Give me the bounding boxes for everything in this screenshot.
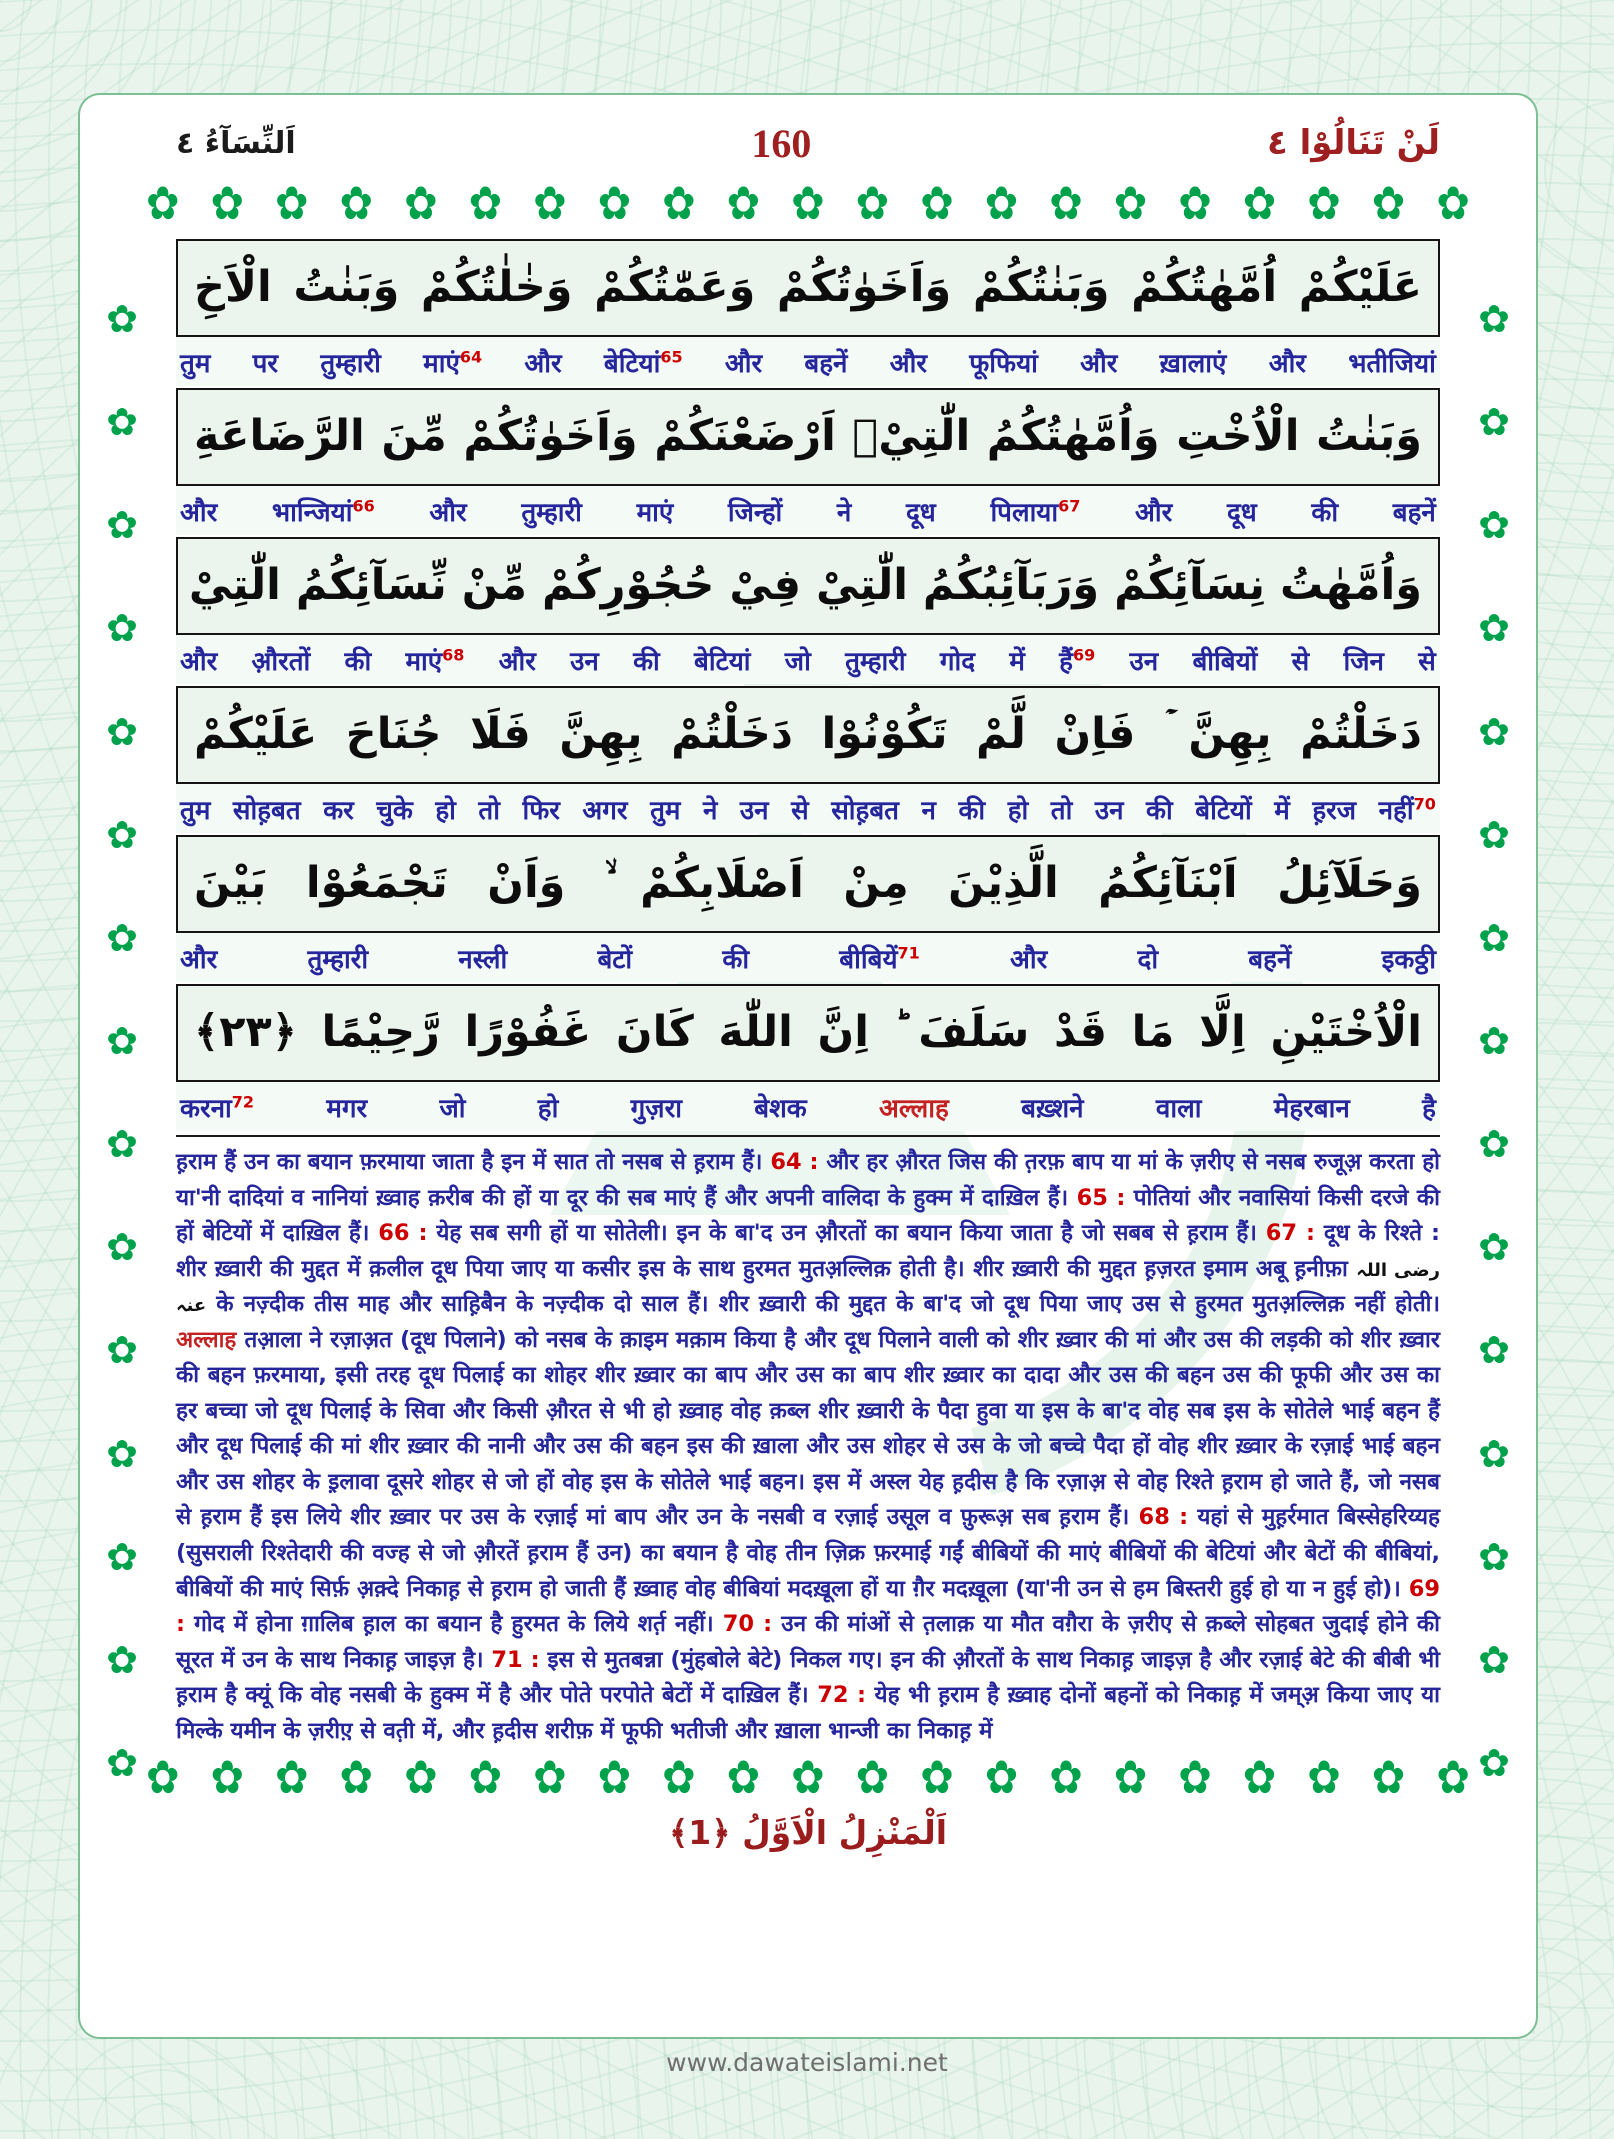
translation-word: जिन [1343, 647, 1384, 677]
translation-word: जिन्हों [727, 498, 783, 528]
translation-word: तुम्हारी [320, 349, 381, 379]
paisley-ornament-icon: ✿ [1478, 812, 1510, 857]
translation-word: और [1080, 349, 1118, 379]
paisley-ornament-icon: ✿ [106, 812, 138, 857]
translation-word: तुम [180, 796, 211, 826]
paisley-ornament-icon: ✿ [106, 606, 138, 651]
paisley-ornament-icon: ✿ [855, 1751, 890, 1805]
footnote-ref: 66 [352, 496, 375, 516]
paisley-ornament-icon: ✿ [1478, 915, 1510, 960]
translation-word: और [524, 349, 562, 379]
translation-word: करना$^{72}$ [180, 1092, 255, 1124]
paisley-ornament-icon: ✿ [984, 1751, 1019, 1805]
footnote-number: 66 : [378, 1220, 437, 1247]
translation-word: मेहरबान [1273, 1094, 1350, 1124]
paisley-ornament-icon: ✿ [597, 1751, 632, 1805]
translation-word: माएं$^{68}$ [405, 645, 465, 677]
footnote-text: पोतियां और नवासियां किसी दरजे की हों बेटियों में दाख़िल हैं। [176, 1184, 1440, 1247]
paisley-ornament-icon: ✿ [275, 177, 309, 231]
translation-word: बेटियां [694, 647, 751, 677]
paisley-ornament-icon: ✿ [106, 1637, 138, 1682]
juz-name: لَنْ تَنَالُوْا ٤ [1267, 123, 1440, 163]
paisley-ornament-icon: ✿ [1436, 1751, 1470, 1805]
translation-word: मगर [326, 1094, 368, 1124]
translation-word: न [921, 796, 936, 826]
translation-word: जो [784, 647, 811, 677]
translation-word: बीबियें$^{71}$ [839, 943, 920, 975]
paisley-ornament-icon: ✿ [1478, 400, 1510, 445]
hindi-translation-row [176, 1082, 1440, 1131]
translation-word: भतीजियां [1348, 349, 1436, 379]
footnote-number: 72 : [817, 1682, 875, 1709]
footnote-text: رضی اللہ عنہ [176, 1259, 1440, 1317]
translation-word: और [1135, 498, 1173, 528]
translation-word: और [180, 945, 218, 975]
paisley-ornament-icon: ✿ [210, 177, 245, 231]
paisley-ornament-icon: ✿ [1178, 1751, 1212, 1805]
footnote-text: शीर ख़्वारी की मुद्दत में क़लील दूध पिया जाए या कसीर इस के साथ हुरमत मुतअ़ल्लिक़ होती है। शीर ख़्वारी की मुद्दत ह़ज़रत इमाम अबू ह़नीफ़ा [176, 1255, 1357, 1282]
footnote-ref: 70 [1413, 794, 1436, 814]
translation-word: उन [739, 796, 769, 826]
footnote-ref: 67 [1058, 496, 1081, 516]
paisley-ornament-icon: ✿ [1478, 1122, 1510, 1167]
translation-word: अल्लाह [879, 1094, 949, 1124]
paisley-ornament-icon: ✿ [106, 1431, 138, 1476]
paisley-ornament-icon: ✿ [1478, 1225, 1510, 1270]
footnote-number: 67 : [1265, 1220, 1324, 1247]
translation-word: हो [537, 1094, 559, 1124]
translation-word: की [633, 647, 660, 677]
translation-word: इकठ्ठी [1381, 945, 1436, 975]
paisley-ornament-icon: ✿ [1307, 1751, 1341, 1805]
translation-word: औ़रतों [251, 647, 311, 677]
ornament-border-bottom [146, 1749, 1470, 1807]
paisley-ornament-icon: ✿ [1307, 177, 1341, 231]
translation-word: तुम्हारी [521, 498, 582, 528]
paisley-ornament-icon: ✿ [1478, 297, 1510, 341]
translation-word: ह़रज [1312, 796, 1357, 826]
arabic-verse-line [176, 537, 1440, 635]
paisley-ornament-icon: ✿ [984, 177, 1019, 231]
footnote-text: इस से मुतबन्ना (मुंहबोले बेटे) निकल गए। इन की औ़रतों के साथ निकाह़ जाइज़ है और रज़ाई बेटे की बीबी भी ह़राम है क्यूं कि वोह नसबी के हुक्म में है और पोते परपोते बेटों में दाख़िल हैं। [176, 1646, 1440, 1709]
translation-word: वाला [1155, 1094, 1202, 1124]
paisley-ornament-icon: ✿ [1242, 1751, 1277, 1805]
paisley-ornament-icon: ✿ [106, 915, 138, 960]
translation-word: की [722, 945, 750, 975]
footnote-text: और हर औ़रत जिस की त़रफ़ बाप या मां के ज़रीए से नसब रुजूअ़ करता हो या'नी दादियां व नानियां ख़्वाह क़रीब की हों या दूर की सब माएं हैं और अपनी वालिदा के हुक्म में दाख़िल हैं। [176, 1149, 1440, 1211]
arabic-verse-line [176, 835, 1440, 933]
footnote-number: 68 : [1138, 1504, 1198, 1531]
translation-word: उन [570, 647, 599, 677]
paisley-ornament-icon: ✿ [106, 1122, 138, 1167]
paisley-ornament-icon: ✿ [146, 1751, 180, 1805]
translation-word: सोह़बत [831, 796, 899, 826]
paisley-ornament-icon: ✿ [106, 1328, 138, 1373]
hindi-translation-row [176, 933, 1440, 982]
footnote-text: दूध के रिश्ते : [1323, 1220, 1440, 1247]
translation-word: हो [1007, 796, 1029, 826]
translation-word: पिलाया$^{67}$ [990, 496, 1081, 528]
footnote-text: उन की मांओं से त़लाक़ या मौत वग़ैरा के ज़रीए से क़ब्ले सोहबत जुदाई होने की सूरत में उन के साथ निकाह़ जाइज़ है। [176, 1611, 1440, 1673]
translation-word: नहीं$^{70}$ [1378, 794, 1436, 826]
paisley-ornament-icon: ✿ [1478, 1740, 1510, 1785]
translation-word: बेटियों [1195, 796, 1252, 826]
translation-word: ने [836, 498, 852, 528]
translation-word: ने [702, 796, 718, 826]
paisley-ornament-icon: ✿ [210, 1751, 245, 1805]
paisley-ornament-icon: ✿ [855, 177, 890, 231]
paisley-ornament-icon: ✿ [1242, 177, 1277, 231]
paisley-ornament-icon: ✿ [106, 1740, 138, 1785]
translation-word: की [1311, 498, 1339, 528]
translation-word: की [958, 796, 986, 826]
translation-word: माएं [636, 498, 674, 528]
translation-word: पर [252, 349, 279, 379]
translation-word: तुम्हारी [845, 647, 906, 677]
paisley-ornament-icon: ✿ [1436, 177, 1470, 231]
paisley-ornament-icon: ✿ [1113, 1751, 1148, 1805]
translation-word: ख़ालाएं [1159, 349, 1227, 379]
translation-word: बीबियों [1192, 647, 1258, 677]
translation-word: दूध [1226, 498, 1257, 528]
footnote-text: अल्लाह [176, 1326, 237, 1353]
translation-word: बहनें [1392, 498, 1436, 528]
translation-word: भान्जियां$^{66}$ [271, 496, 375, 528]
paisley-ornament-icon: ✿ [106, 400, 138, 445]
translation-word: तो [1050, 796, 1073, 826]
paisley-ornament-icon: ✿ [404, 1751, 438, 1805]
paisley-ornament-icon: ✿ [106, 1018, 138, 1063]
translation-word: तुम [650, 796, 681, 826]
paisley-ornament-icon: ✿ [1478, 606, 1510, 651]
translation-word: उन [1094, 796, 1124, 826]
translation-word: हैं$^{69}$ [1059, 645, 1096, 677]
footnote-number: 70 : [722, 1611, 782, 1638]
footnote-text: तआ़ला ने रज़ाअ़त (दूध पिलाने) को नसब के क़ाइम मक़ाम किया है और दूध पिलाने वाली को शीर ख़्वार की मां और उस की लड़की को शीर ख़्वार की बहन फ़रमाया, इसी तरह दूध पिलाई का शोहर शीर ख़्वार का बाप और उस का बाप शीर ख़्वार का दादा और उस की बहन उस की फूफी और उस का हर बच्चा जो दूध पिलाई के सिवा और किसी औ़रत से भी हो ख़्वाह वोह क़ब्ल शीर ख़्वारी के पैदा हुवा या इस के बा'द वोह सब इस के सोतेले भाई बहन हैं और दूध पिलाई की मां शीर ख़्वार की नानी और उस की बहन इस की ख़ाला और उस शोहर से उस के जो बच्चे पैदा हों वोह शीर ख़्वार के रज़ाई भाई बहन और उस शोहर के इ़लावा दूसरे शोहर से जो हों वोह इस के सोतेले भाई बहन। इस में अस्ल येह ह़दीस है कि रज़ाअ़ से वोह रिश्ते ह़राम हो जाते हैं, जो नसब से ह़राम हैं इस लिये शीर ख़्वार पर उस के रज़ाई मां बाप और उन के नसबी व रज़ाई उसूल व फ़ुरूअ़ सब ह़राम हैं। [176, 1326, 1440, 1531]
paisley-ornament-icon: ✿ [662, 177, 696, 231]
hindi-translation-row [176, 784, 1440, 833]
paisley-ornament-icon: ✿ [1478, 1637, 1510, 1682]
translation-word: कर [323, 796, 354, 826]
translation-word: और [1268, 349, 1306, 379]
paisley-ornament-icon: ✿ [106, 297, 138, 341]
footnote-text: के नज़्दीक तीस माह और साह़िबैन के नज़्दीक दो साल हैं। शीर ख़्वारी की मुद्दत के बा'द जो दूध पिया जाए उस से हुरमत मुतअ़ल्लिक़ नहीं होती। [206, 1291, 1440, 1318]
translation-word: से [1291, 647, 1310, 677]
translation-word: और [1010, 945, 1048, 975]
arabic-verse-line [176, 984, 1440, 1082]
translation-word: और [180, 647, 218, 677]
footnote-ref: 64 [459, 347, 483, 367]
arabic-text: وَاُمَّهٰتُ نِسَآئِكُمْ وَرَبَآئِبُكُمُ الّٰتِيْ فِيْ حُجُوْرِكُمْ مِّنْ نِّسَآئِكُمُ الّٰتِيْ [188, 560, 1422, 611]
arabic-verse-line [176, 239, 1440, 337]
paisley-ornament-icon: ✿ [339, 1751, 374, 1805]
paisley-ornament-icon: ✿ [791, 1751, 825, 1805]
quran-page [78, 93, 1538, 2039]
footnote-number: 64 : [770, 1149, 827, 1175]
translation-word: है [1422, 1094, 1436, 1124]
footnote-ref: 65 [660, 347, 683, 367]
translation-word: बेटों [597, 945, 633, 975]
paisley-ornament-icon: ✿ [1049, 177, 1083, 231]
paisley-ornament-icon: ✿ [468, 1751, 503, 1805]
translation-word: तुम्हारी [307, 945, 369, 975]
footnote-ref: 72 [231, 1092, 255, 1112]
translation-word: और [724, 349, 763, 379]
paisley-ornament-icon: ✿ [106, 709, 138, 754]
footnote-text: गोद में होना ग़ालिब ह़ाल का बयान है हुरमत के लिये शर्त़ नहीं। [194, 1611, 723, 1638]
paisley-ornament-icon: ✿ [275, 1751, 309, 1805]
translation-word: बहनें [1248, 945, 1292, 975]
paisley-ornament-icon: ✿ [1478, 709, 1510, 754]
translation-word: बख़्शने [1021, 1094, 1084, 1124]
paisley-ornament-icon: ✿ [1478, 1018, 1510, 1063]
arabic-text: وَحَلَآئِلُ اَبْنَآئِكُمُ الَّذِيْنَ مِنْ اَصْلَابِكُمْ ۙ وَاَنْ تَجْمَعُوْا بَيْنَ [194, 858, 1422, 909]
translation-word: जो [439, 1094, 466, 1124]
verse-lines [176, 239, 1440, 1131]
translation-word: और [180, 498, 218, 528]
translation-word: में [1009, 647, 1025, 677]
translation-word: गोद [939, 647, 976, 677]
ornament-border-right [1468, 297, 1520, 1785]
paisley-ornament-icon: ✿ [146, 177, 180, 231]
footnotes [176, 1135, 1440, 1749]
footnote-number: 71 : [491, 1646, 548, 1673]
hindi-translation-row [176, 635, 1440, 684]
translation-word: दूध [905, 498, 936, 528]
paisley-ornament-icon: ✿ [791, 177, 825, 231]
translation-word: सोह़बत [232, 796, 301, 826]
translation-word: में [1274, 796, 1290, 826]
paisley-ornament-icon: ✿ [106, 503, 138, 548]
translation-word: फूफियां [969, 349, 1038, 379]
footnote-ref: 68 [442, 645, 465, 665]
footnote-text: येह भी ह़राम है ख़्वाह दोनों बहनों को निकाह़ में जम्अ़ किया जाए या मिल्के यमीन के ज़रीए़ से वत़ी में, और ह़दीस शरीफ़ में फूफी भतीजी और ख़ाला भान्जी का निकाह़ में [176, 1682, 1440, 1744]
ornament-border-left [96, 297, 148, 1785]
paisley-ornament-icon: ✿ [1178, 177, 1212, 231]
translation-word: दो [1137, 945, 1159, 975]
hindi-translation-row [176, 486, 1440, 535]
paisley-ornament-icon: ✿ [726, 177, 761, 231]
paisley-ornament-icon: ✿ [597, 177, 632, 231]
page-number: 160 [751, 120, 812, 166]
paisley-ornament-icon: ✿ [404, 177, 438, 231]
paisley-ornament-icon: ✿ [920, 1751, 954, 1805]
paisley-ornament-icon: ✿ [1049, 1751, 1083, 1805]
paisley-ornament-icon: ✿ [726, 1751, 761, 1805]
arabic-verse-line [176, 388, 1440, 486]
paisley-ornament-icon: ✿ [106, 1225, 138, 1270]
translation-word: फिर [522, 796, 560, 826]
footnote-number: 69 : [176, 1575, 1440, 1638]
arabic-verse-line [176, 686, 1440, 784]
translation-word: और [429, 498, 467, 528]
translation-word: चुके [376, 796, 413, 826]
surah-name: اَلنِّسَآءُ ٤ [176, 125, 296, 161]
translation-word: तो [478, 796, 500, 826]
footnote-text: येह सब सगी हों या सोतेली। इन के बा'द उन औ़रतों का बयान किया जाता है जो सबब से ह़राम हैं। [436, 1220, 1266, 1247]
translation-word: गुज़रा [630, 1094, 682, 1124]
translation-word: उन [1129, 647, 1159, 677]
paisley-ornament-icon: ✿ [1478, 1534, 1510, 1579]
paisley-ornament-icon: ✿ [1371, 1751, 1406, 1805]
translation-word: नस्ली [458, 945, 508, 975]
translation-word: से [1418, 647, 1436, 677]
translation-word: माएं$^{64}$ [423, 347, 483, 379]
translation-word: की [1146, 796, 1173, 826]
footnote-ref: 71 [897, 943, 920, 963]
paisley-ornament-icon: ✿ [1478, 1431, 1510, 1476]
paisley-ornament-icon: ✿ [468, 177, 503, 231]
manzil-label: اَلْمَنْزِلُ الْاَوَّلُ ﴿1﴾ [668, 1813, 948, 1853]
arabic-text: وَبَنٰتُ الْاُخْتِ وَاُمَّهٰتُكُمُ الّٰتِيْۤ اَرْضَعْنَكُمْ وَاَخَوٰتُكُمْ مِّنَ الرَّضَاعَةِ [194, 411, 1422, 462]
paisley-ornament-icon: ✿ [533, 1751, 567, 1805]
paisley-ornament-icon: ✿ [339, 177, 374, 231]
footnote-ref: 69 [1072, 645, 1096, 665]
footnote-number: 65 : [1076, 1184, 1134, 1211]
paisley-ornament-icon: ✿ [1478, 1328, 1510, 1373]
translation-word: से [791, 796, 809, 826]
translation-word: हो [435, 796, 456, 826]
paisley-ornament-icon: ✿ [1113, 177, 1148, 231]
website-url: www.dawateislami.net [666, 2048, 948, 2077]
arabic-text: دَخَلْتُمْ بِهِنَّ ۡ فَاِنْ لَّمْ تَكُوْنُوْا دَخَلْتُمْ بِهِنَّ فَلَا جُنَاحَ عَلَيْكُمْ [194, 709, 1422, 760]
paisley-ornament-icon: ✿ [920, 177, 954, 231]
translation-word: अगर [582, 796, 628, 826]
translation-word: बेशक [754, 1094, 807, 1124]
ornament-border-top [146, 175, 1470, 233]
page-header [176, 111, 1440, 175]
paisley-ornament-icon: ✿ [1371, 177, 1406, 231]
verse-section [176, 239, 1440, 1749]
paisley-ornament-icon: ✿ [106, 1534, 138, 1579]
paisley-ornament-icon: ✿ [662, 1751, 696, 1805]
arabic-text: عَلَيْكُمْ اُمَّهٰتُكُمْ وَبَنٰتُكُمْ وَاَخَوٰتُكُمْ وَعَمّٰتُكُمْ وَخٰلٰتُكُمْ وَبَنٰتُ الْاَخِ [194, 262, 1422, 313]
footnote-text: ह़राम हैं उन का बयान फ़रमाया जाता है इन में सात तो नसब से ह़राम हैं। [176, 1149, 771, 1175]
translation-word: तुम [180, 349, 211, 379]
translation-word: और [498, 647, 536, 677]
arabic-text: الْاُخْتَيْنِ اِلَّا مَا قَدْ سَلَفَ ؕ اِنَّ اللّٰهَ كَانَ غَفُوْرًا رَّحِيْمًا ﴿۲۳﴾ [194, 1007, 1422, 1058]
paisley-ornament-icon: ✿ [533, 177, 567, 231]
hindi-translation-row [176, 337, 1440, 386]
paisley-ornament-icon: ✿ [1478, 503, 1510, 548]
translation-word: की [344, 647, 372, 677]
translation-word: बहनें [804, 349, 848, 379]
translation-word: बेटियां$^{65}$ [603, 347, 683, 379]
footnote-text: यहां से मुह़र्रमात बिस्सेहरिय्यह (सुसराली रिश्तेदारी की वज्ह से जो औ़रतें ह़राम हैं उन) का बयान है वोह तीन ज़िक्र फ़रमाई गईं बीबियों की माएं बीबियों की बेटियां और बेटों की बीबियां, बीबियों की माएं सिर्फ़ अ़क़्दे निकाह़ से ह़राम हो जाती हैं ख़्वाह वोह बीबियां मदख़ूला हों या ग़ैर मदख़ूला (या'नी उन से हम बिस्तरी हुई हो या न हुई हो)। [176, 1504, 1440, 1602]
translation-word: और [889, 349, 927, 379]
